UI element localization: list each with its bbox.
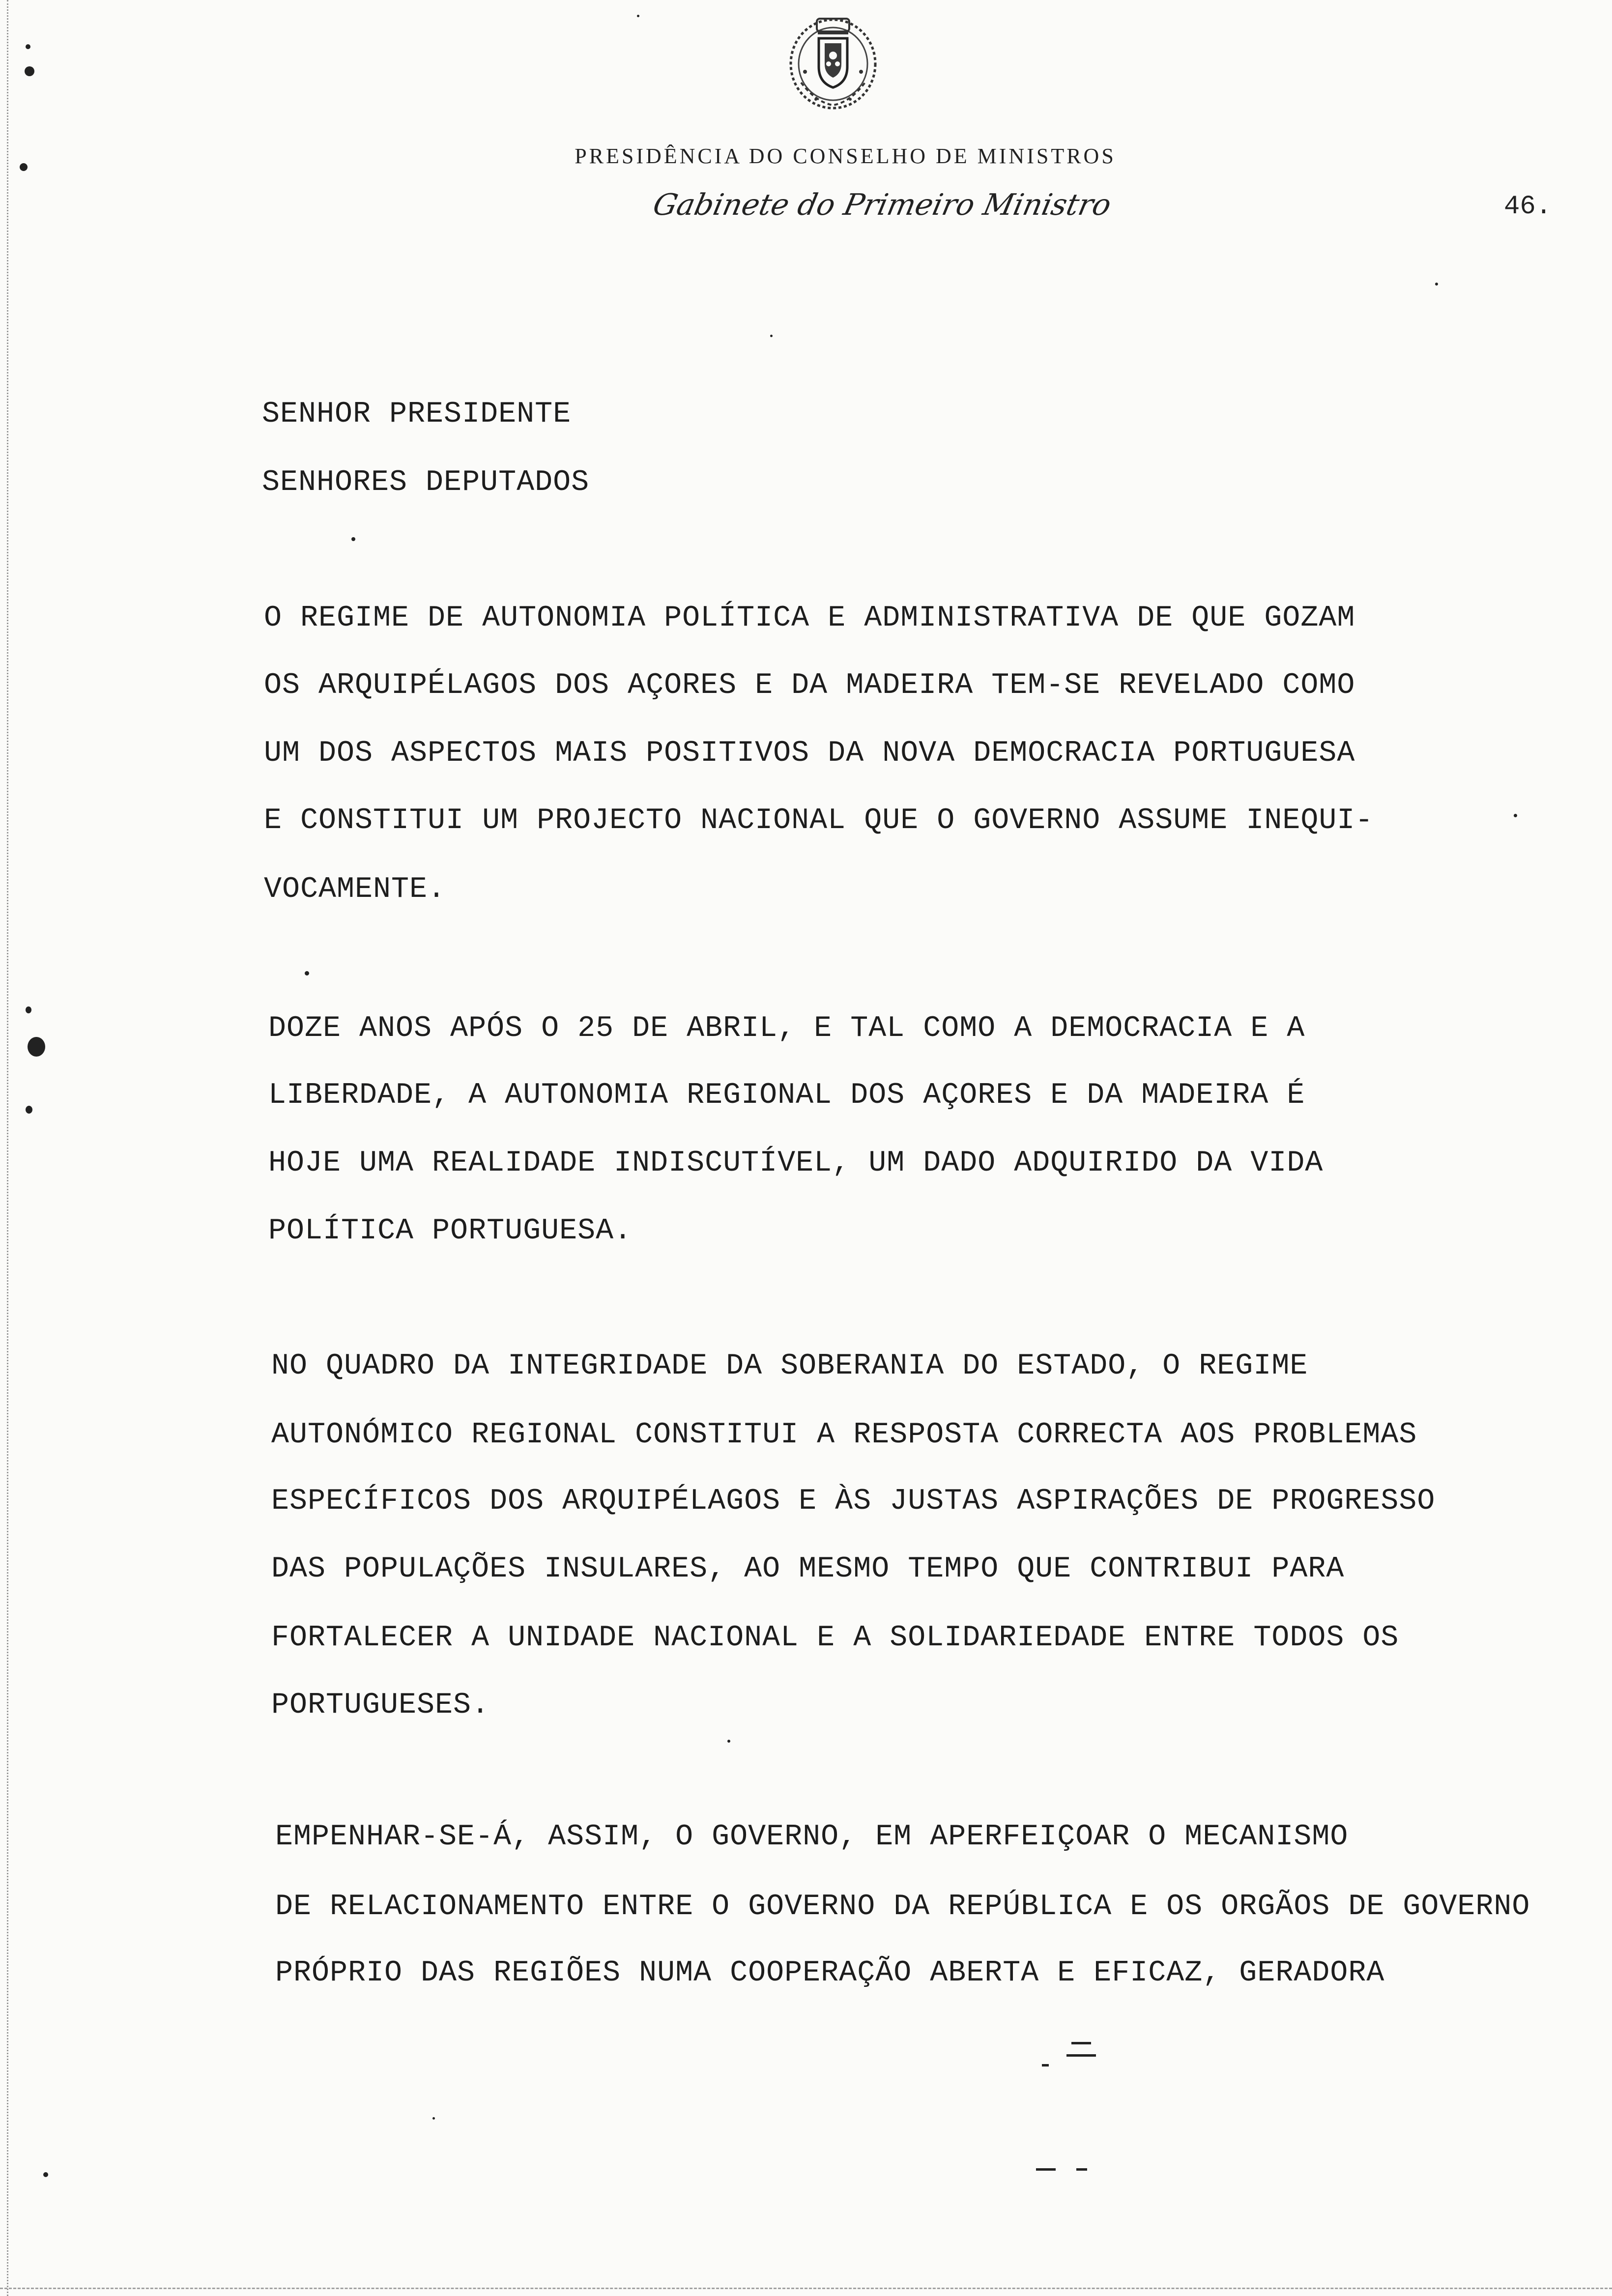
speck xyxy=(20,163,28,171)
continuation-mark xyxy=(1066,2054,1096,2057)
paragraph-line: FORTALECER A UNIDADE NACIONAL E A SOLIDARIEDADE ENTRE TODOS OS xyxy=(271,1621,1399,1655)
continuation-mark xyxy=(1076,2168,1087,2171)
speck xyxy=(351,537,355,541)
speck xyxy=(432,2117,435,2120)
organization-name: PRESIDÊNCIA DO CONSELHO DE MINISTROS xyxy=(575,144,1116,168)
speck xyxy=(770,335,773,337)
coat-of-arms-icon xyxy=(781,9,885,117)
speck xyxy=(1514,814,1517,817)
paragraph-line: AUTONÓMICO REGIONAL CONSTITUI A RESPOSTA CORRECTA AOS PROBLEMAS xyxy=(271,1418,1417,1452)
paragraph-line: POLÍTICA PORTUGUESA. xyxy=(268,1214,633,1248)
paragraph-line: E CONSTITUI UM PROJECTO NACIONAL QUE O GOVERNO ASSUME INEQUI- xyxy=(264,804,1374,837)
speck xyxy=(26,1006,31,1013)
paragraph-line: EMPENHAR-SE-Á, ASSIM, O GOVERNO, EM APERFEIÇOAR O MECANISMO xyxy=(275,1820,1349,1854)
speck xyxy=(305,971,309,976)
speck xyxy=(26,44,30,49)
paragraph-line: DAS POPULAÇÕES INSULARES, AO MESMO TEMPO QUE CONTRIBUI PARA xyxy=(271,1552,1345,1586)
salutation-line: SENHORES DEPUTADOS xyxy=(262,466,590,499)
speck xyxy=(26,1106,32,1114)
speck xyxy=(28,1037,45,1057)
continuation-mark xyxy=(1042,2064,1049,2066)
paragraph-line: DOZE ANOS APÓS O 25 DE ABRIL, E TAL COMO A DEMOCRACIA E A xyxy=(268,1012,1305,1045)
continuation-mark xyxy=(1071,2042,1091,2044)
paragraph-line: OS ARQUIPÉLAGOS DOS AÇORES E DA MADEIRA TEM-SE REVELADO COMO xyxy=(264,669,1355,702)
continuation-mark xyxy=(1036,2168,1056,2171)
speck xyxy=(1435,283,1438,286)
paragraph-line: NO QUADRO DA INTEGRIDADE DA SOBERANIA DO ESTADO, O REGIME xyxy=(271,1349,1308,1383)
salutation-line: SENHOR PRESIDENTE xyxy=(262,398,572,431)
speck xyxy=(637,15,639,17)
speck xyxy=(43,2172,48,2177)
paragraph-line: PORTUGUESES. xyxy=(271,1689,490,1722)
paragraph-line: HOJE UMA REALIDADE INDISCUTÍVEL, UM DADO ADQUIRIDO DA VIDA xyxy=(268,1147,1324,1180)
office-name: Gabinete do Primeiro Ministro xyxy=(650,188,1115,222)
paragraph-line: PRÓPRIO DAS REGIÕES NUMA COOPERAÇÃO ABERTA E EFICAZ, GERADORA xyxy=(275,1956,1385,1990)
bottom-edge-rule xyxy=(0,2288,1612,2289)
speck xyxy=(25,66,34,76)
paragraph-line: UM DOS ASPECTOS MAIS POSITIVOS DA NOVA DEMOCRACIA PORTUGUESA xyxy=(264,737,1355,770)
left-margin-rule xyxy=(7,0,8,2296)
paragraph-line: VOCAMENTE. xyxy=(264,873,446,906)
speck xyxy=(727,1740,730,1743)
paragraph-line: LIBERDADE, A AUTONOMIA REGIONAL DOS AÇORES E DA MADEIRA É xyxy=(268,1079,1305,1112)
paragraph-line: ESPECÍFICOS DOS ARQUIPÉLAGOS E ÀS JUSTAS ASPIRAÇÕES DE PROGRESSO xyxy=(271,1485,1436,1518)
paragraph-line: DE RELACIONAMENTO ENTRE O GOVERNO DA REPÚBLICA E OS ORGÃOS DE GOVERNO xyxy=(275,1890,1530,1923)
page-number: 46. xyxy=(1504,192,1552,222)
paragraph-line: O REGIME DE AUTONOMIA POLÍTICA E ADMINISTRATIVA DE QUE GOZAM xyxy=(264,602,1355,635)
